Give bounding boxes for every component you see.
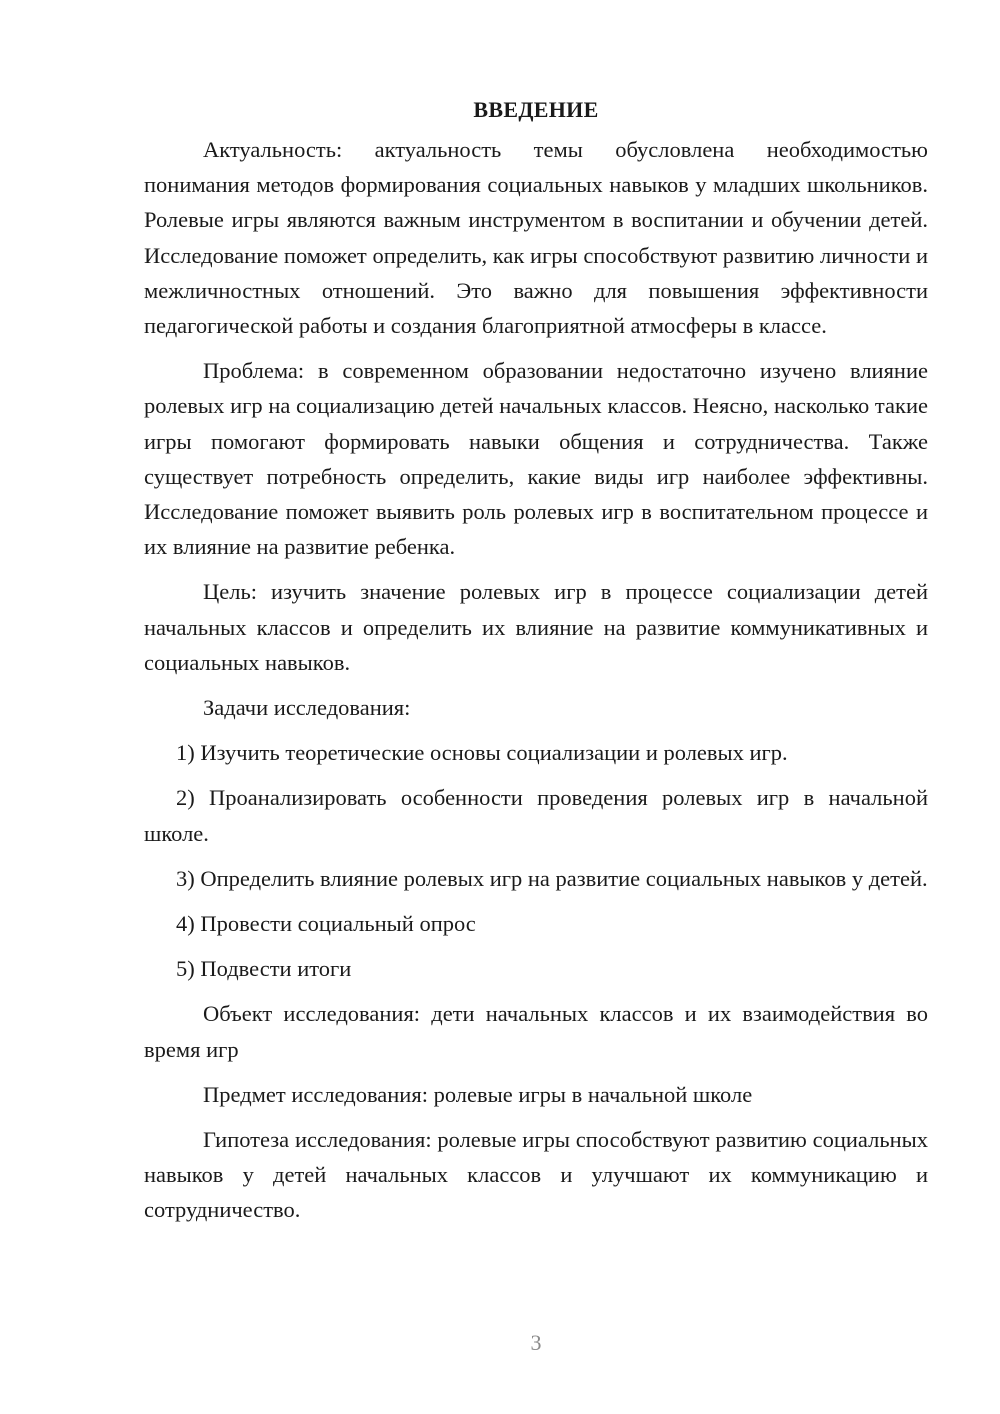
relevance-paragraph: Актуальность: актуальность темы обусловлена необходимостью понимания методов формирования социальных навыков у младших школьников. Ролевые игры являются важным инструментом в воспитании и обучении детей. Исследование поможет определить, как игры способствуют развитию личности и межличностных отношений. Это важно для повышения эффективности педагогической работы и создания благоприятной атмосферы в классе. — [144, 137, 928, 339]
task-item: 1) Изучить теоретические основы социализации и ролевых игр. — [176, 740, 788, 766]
problem-paragraph: Проблема: в современном образовании недостаточно изучено влияние ролевых игр на социализацию детей начальных классов. Неясно, насколько такие игры помогают формировать навыки общения и сотрудничества. Также существует потребность определить, какие виды игр наиболее эффективны. Исследование поможет выявить роль ролевых игр в воспитательном процессе и их влияние на развитие ребенка. — [144, 358, 928, 560]
task-item: 3) Определить влияние ролевых игр на развитие социальных навыков у детей. — [176, 865, 928, 891]
page-number: 3 — [530, 1330, 542, 1355]
subject-paragraph: Предмет исследования: ролевые игры в начальной школе — [203, 1081, 753, 1107]
goal-paragraph: Цель: изучить значение ролевых игр в процессе социализации детей начальных классов и определить их влияние на развитие коммуникативных и социальных навыков. — [144, 579, 928, 675]
page-title: ВВЕДЕНИЕ — [473, 97, 599, 122]
document-page — [144, 92, 928, 1238]
task-item: 2) Проанализировать особенности проведения ролевых игр в начальной школе. — [144, 785, 928, 846]
task-item: 5) Подвести итоги — [176, 956, 352, 982]
object-paragraph: Объект исследования: дети начальных классов и их взаимодействия во время игр — [144, 1001, 928, 1062]
hypothesis-paragraph: Гипотеза исследования: ролевые игры способствуют развитию социальных навыков у детей начальных классов и улучшают их коммуникацию и сотрудничество. — [144, 1127, 928, 1223]
tasks-heading: Задачи исследования: — [203, 695, 411, 721]
tasks-list — [144, 735, 928, 986]
task-item: 4) Провести социальный опрос — [176, 911, 476, 937]
